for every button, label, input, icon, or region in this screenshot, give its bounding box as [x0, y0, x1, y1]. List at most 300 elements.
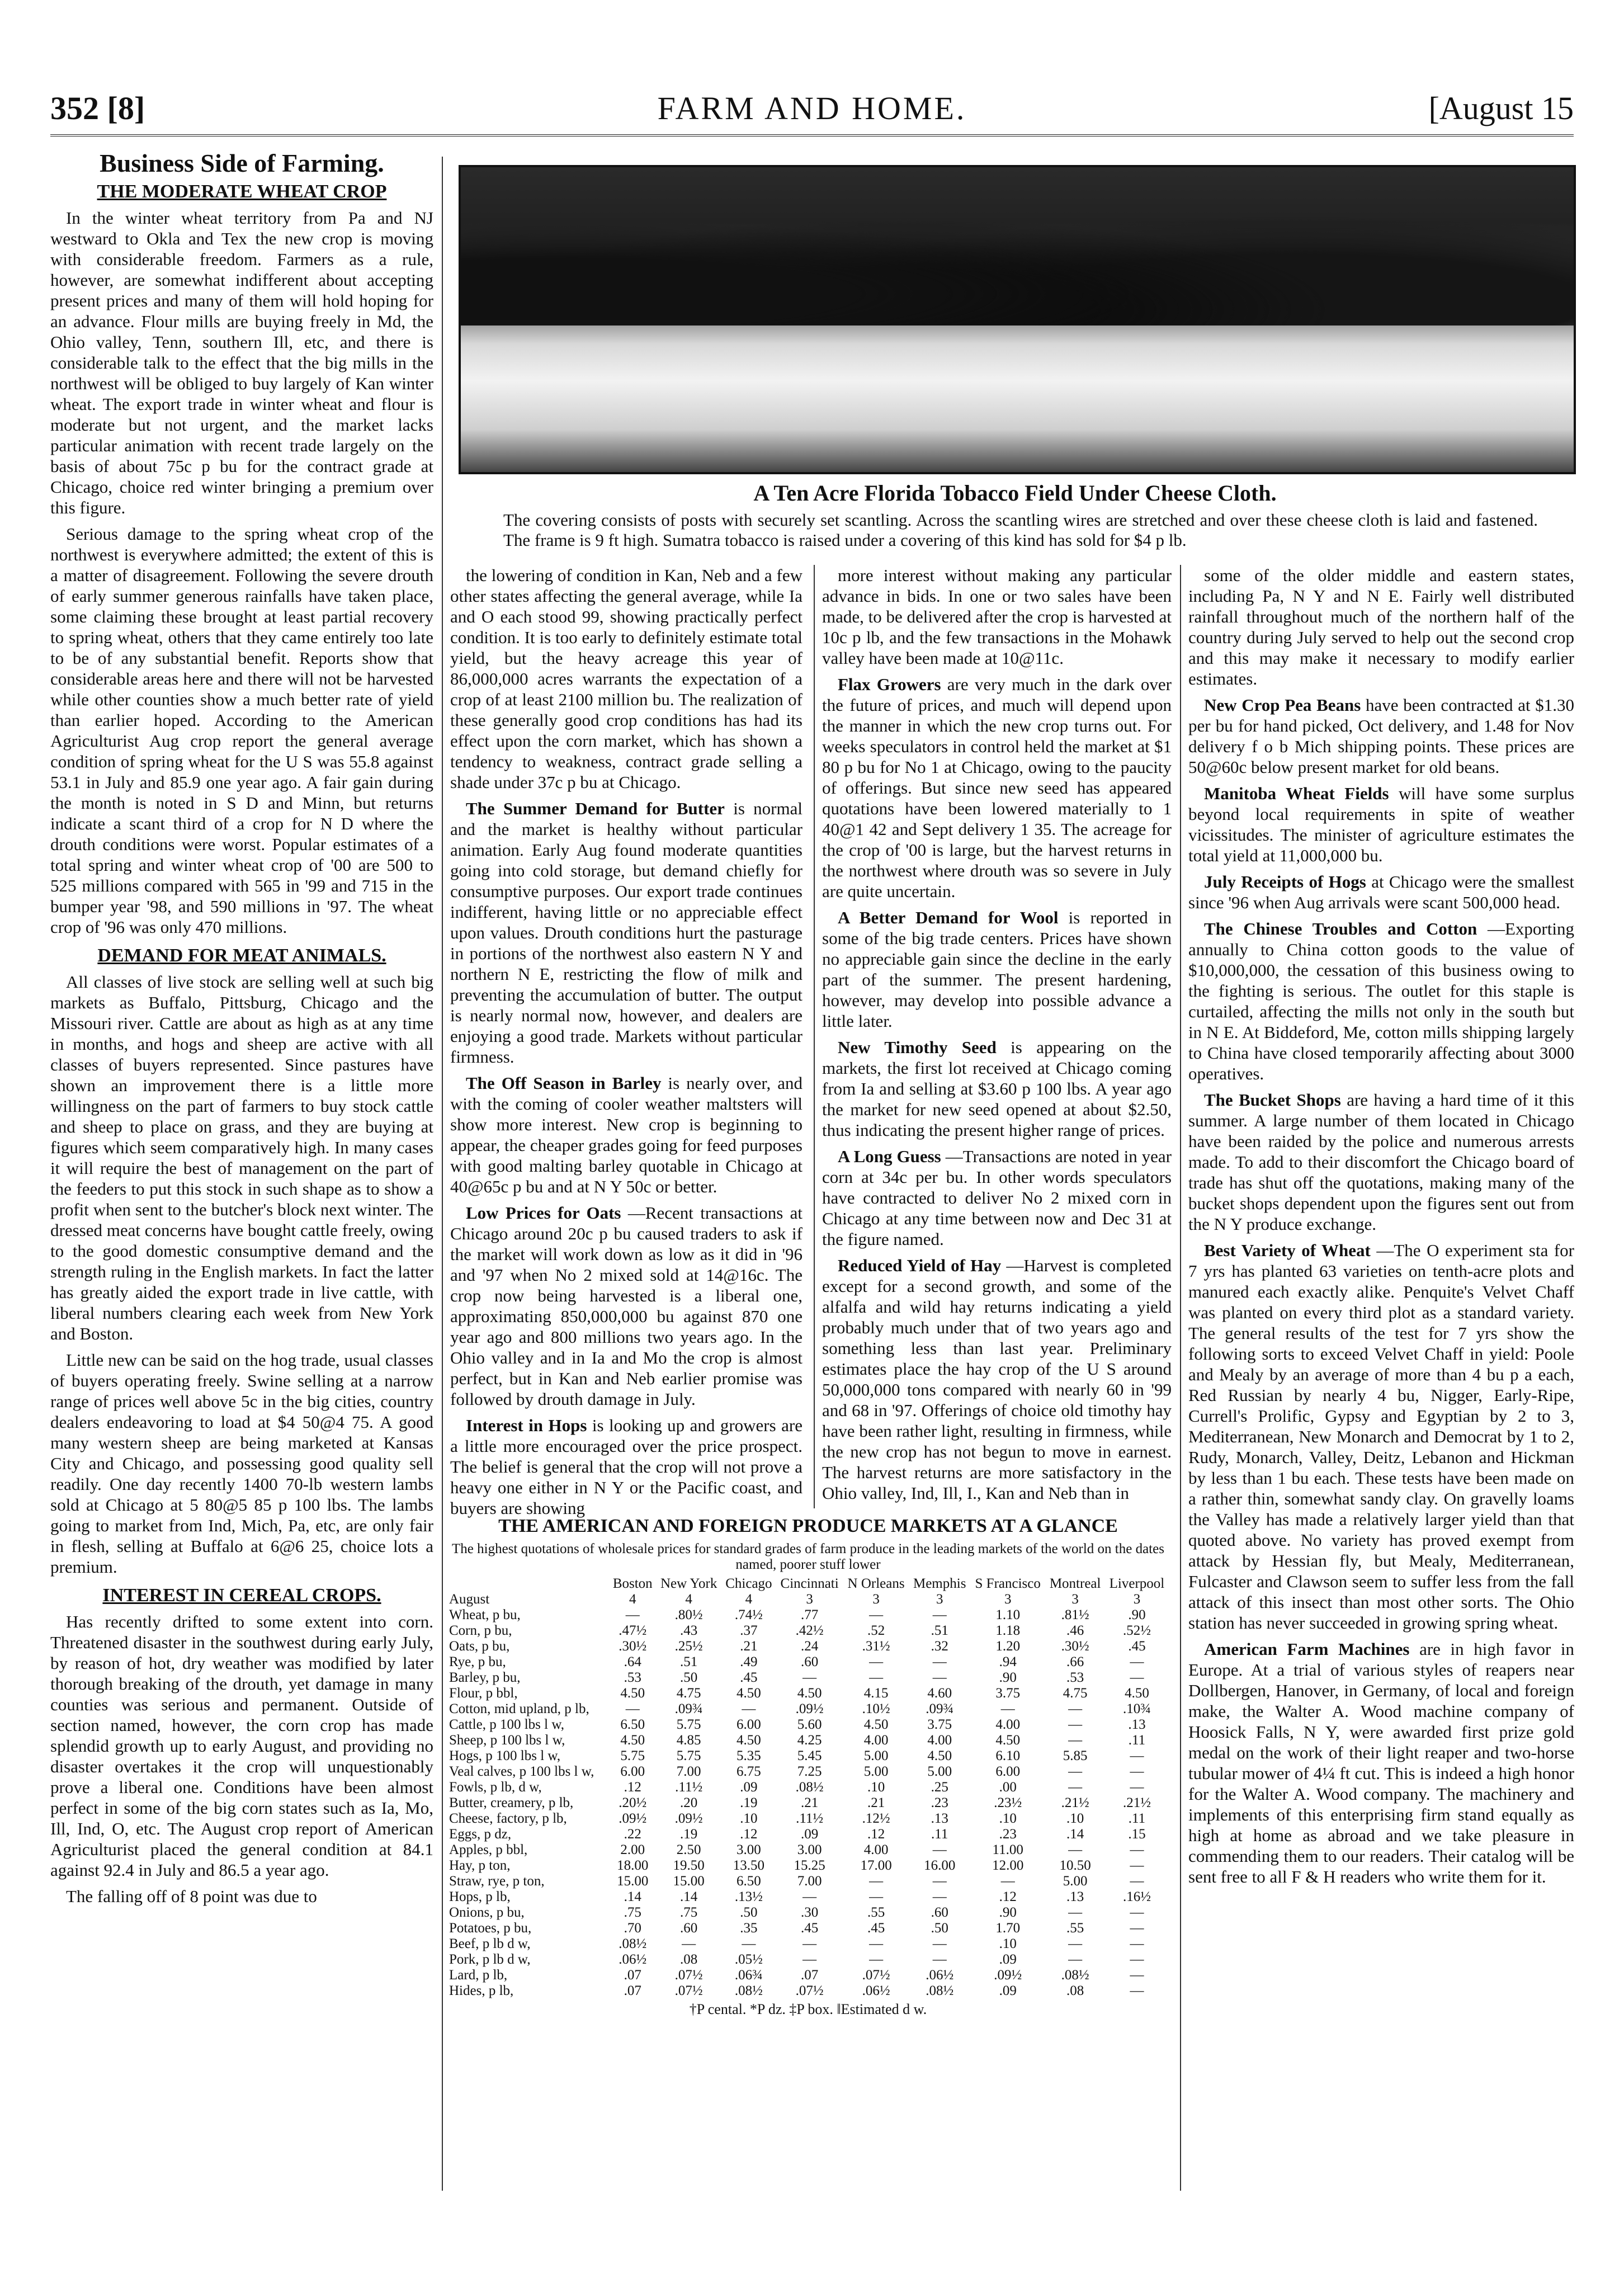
paragraph-text: —Transactions are noted in year corn at 34c per bu. In other words speculators have contracted to deliver No 2 mixed corn in Chicago at any time between now and Dec 31 at the figure named. [822, 1147, 1172, 1249]
table-cell: 5.35 [737, 1748, 761, 1763]
table-cell: .11½ [675, 1780, 703, 1795]
table-row [447, 1936, 1169, 1952]
column-rule [442, 157, 443, 2191]
table-cell: — [1068, 1842, 1083, 1857]
table-cell: .08½ [1061, 1968, 1089, 1983]
table-cell: Hops, p lb, [449, 1889, 511, 1904]
table-cell: .64 [624, 1654, 641, 1669]
table-cell: .75 [680, 1905, 698, 1920]
table-cell: — [1130, 1748, 1144, 1763]
table-cell: .00 [999, 1780, 1017, 1795]
photo-caption-note: The covering consists of posts with securely set scantling. Across the scantling wires are stretched and over these cheese cloth is laid and fastened. The frame is 9 ft high. Sumatra tobacco is raised under a covering of this kind has sold for $4 p lb. [503, 510, 1538, 550]
issue-date: [August 15 [1428, 90, 1574, 126]
table-cell: Fowls, p lb, d w, [449, 1780, 542, 1795]
table-cell: 4.50 [737, 1686, 761, 1701]
paragraph-text: —Recent transactions at Chicago around 20c p bu caused traders to ask if the market will work down as low as it did in '96 and '97 when No 2 mixed sold at 14@16c. The crop now being harvested is a liberal one, approximating 850,000,000 bu against 870 one year ago and 800 millions two years ago. In the Ohio valley and in Ia and Mo the crop is almost perfect, but in Kan and Neb earlier promise was followed by drouth damage in July. [450, 1203, 803, 1409]
table-cell: .10 [740, 1811, 758, 1826]
table-cell: — [1130, 1764, 1144, 1779]
tobacco-field-photo [459, 165, 1576, 474]
run-in-heading: July Receipts of Hogs [1204, 872, 1366, 891]
table-cell: .15 [1128, 1827, 1146, 1842]
table-cell: Pork, p lb d w, [449, 1952, 531, 1967]
table-cell: Hogs, p 100 lbs l w, [449, 1748, 561, 1763]
table-cell: .43 [680, 1623, 698, 1638]
run-in-heading: A Better Demand for Wool [838, 908, 1059, 927]
table-cell: — [802, 1889, 817, 1904]
column-header: Boston [612, 1576, 653, 1591]
table-cell: — [625, 1701, 640, 1716]
table-cell: 5.60 [797, 1717, 822, 1732]
table-cell: .52½ [1122, 1623, 1151, 1638]
table-cell: 7.00 [797, 1874, 822, 1889]
table-cell: 6.50 [620, 1717, 645, 1732]
table-cell: .10 [999, 1811, 1017, 1826]
table-cell: .31½ [862, 1639, 890, 1654]
paragraph-text: —Harvest is completed except for a second growth, and some of the alfalfa and wild hay returns indicating a yield probably much under that of two years ago and something less than last year. Preliminary estimates place the hay crop of the U S around 50,000,000 tons compared with nearly 60 in '99 and 68 in '97. Offerings of choice old timothy hay have been rather light, resulting in firmness, while the new crop has not begun to move in earnest. The harvest returns are more satisfactory in the Ohio valley, Ind, Ill, I., Kan and Neb than in [822, 1256, 1172, 1503]
table-cell: .14 [624, 1889, 641, 1904]
article-paragraph [822, 1037, 1172, 1140]
paragraph-text: is normal and the market is healthy without particular animation. Early Aug found moderate quantities going into cold storage, but demand chiefly for consumptive purposes. Our export trade continues indifferent, having little or no appreciable effect upon values. Drouth conditions hurt the pasturage in portions of the northwest also eastern N Y and northern N E, restricting the flow of milk and preventing the accumulation of butter. The output is nearly normal now, however, and dealers are enjoying a good trade. Markets without particular firmness. [450, 799, 802, 1067]
table-cell: 5.75 [676, 1717, 701, 1732]
table-cell: — [1068, 1905, 1083, 1920]
table-cell: 6.75 [737, 1764, 761, 1779]
table-cell: Wheat, p bu, [449, 1607, 521, 1622]
table-cell: — [932, 1889, 947, 1904]
article-paragraph [450, 1073, 802, 1197]
table-cell: .55 [867, 1905, 885, 1920]
table-cell: .21½ [1061, 1795, 1089, 1810]
table-cell: 15.00 [673, 1874, 705, 1889]
column-2 [450, 565, 803, 1518]
table-cell: .51 [931, 1623, 948, 1638]
table-cell: 4.85 [676, 1733, 701, 1748]
table-cell: .80½ [674, 1607, 703, 1622]
table-cell: 17.00 [860, 1858, 892, 1873]
table-row [447, 1701, 1169, 1717]
table-cell: 4.50 [927, 1748, 952, 1763]
table-cell: — [802, 1952, 817, 1967]
table-cell: — [682, 1936, 696, 1951]
table-row [447, 1686, 1169, 1701]
column-1 [50, 148, 433, 2190]
table-cell: 4.50 [737, 1733, 761, 1748]
table-cell: 13.50 [733, 1858, 765, 1873]
table-cell: .21 [867, 1795, 885, 1810]
table-cell: 5.00 [927, 1764, 952, 1779]
table-cell: 6.00 [737, 1717, 761, 1732]
table-row [447, 1592, 1169, 1607]
table-cell: Oats, p bu, [449, 1639, 510, 1654]
article-paragraph: In the winter wheat territory from Pa and NJ westward to Okla and Tex the new crop is moving with considerable freedom. Farmers as a rule, however, are somewhat indifferent about accepting present prices and many of them will hold hoping for an advance. Flour mills are buying freely in Md, the Ohio valley, Tenn, southern Ill, etc, and there is considerable talk to the effect that the big mills in the northwest will be obliged to buy largely of Kan winter wheat. The export trade in winter wheat and flour is moderate but not urgent, and the market lacks particular animation with recent trade largely on the basis of about 75c p bu for the contract grade at Chicago, choice red winter bringing a premium over this figure. [50, 208, 433, 517]
table-cell: — [1130, 1936, 1144, 1951]
table-cell: 3 [1071, 1592, 1079, 1607]
table-cell: Onions, p bu, [449, 1905, 525, 1920]
table-row [447, 1623, 1169, 1639]
table-cell: .06½ [619, 1952, 647, 1967]
table-cell: .08 [680, 1952, 698, 1967]
table-cell: .13 [1066, 1889, 1084, 1904]
article-paragraph [450, 1415, 802, 1518]
table-cell: 6.50 [737, 1874, 761, 1889]
table-cell: — [869, 1670, 884, 1685]
run-in-heading: Reduced Yield of Hay [838, 1256, 1002, 1275]
table-cell: .20½ [619, 1795, 647, 1810]
article-paragraph [1188, 783, 1574, 866]
table-cell: .07 [801, 1968, 819, 1983]
table-cell: — [1130, 1858, 1144, 1873]
table-cell: .14 [1066, 1827, 1084, 1842]
table-cell: .08½ [926, 1983, 954, 1998]
article-paragraph: Has recently drifted to some extent into corn. Threatened disaster in the southwest during early July, by reason of hot, dry weather was modified by later thorough breaking of the drouth, yet damage in many counties was serious and permanent. Outside of section named, however, the corn crop has made splendid growth up to early August, and providing no disaster overtakes it the crop will unquestionably prove a liberal one. Conditions have been almost perfect in some of the big corn states such as Ia, Mo, Ill, Ind, O, etc. The August crop report of American Agriculturist placed the general condition at 84.1 against 92.4 in July and 86.5 a year ago. [50, 1612, 433, 1880]
paragraph-text: the lowering of condition in Kan, Neb and a few other states affecting the general average, while Ia and O each stood 99, showing practically perfect condition. It is too early to definitely estimate total yield, but the heavy acreage this year of 86,000,000 acres warrants the expectation of a crop of at least 2100 million bu. The realization of these generally good crop conditions has had its effect upon the corn market, which has shown a tendency to weakness, contract grade selling a shade under 37c p bu at Chicago. [450, 565, 802, 792]
table-cell: 4.00 [863, 1842, 889, 1857]
run-in-heading: A Long Guess [838, 1147, 941, 1166]
table-cell: 1.18 [995, 1623, 1021, 1638]
table-cell: 4 [629, 1592, 636, 1607]
table-cell: — [869, 1654, 884, 1669]
table-cell: .52 [867, 1623, 885, 1638]
table-note: The highest quotations of wholesale prices for standard grades of farm produce in the leading markets of the world on the dates named, poorer stuff lower [452, 1541, 1164, 1572]
table-cell: Barley, p bu, [449, 1670, 521, 1685]
table-cell: 3.75 [927, 1717, 952, 1732]
run-in-heading: The Chinese Troubles and Cotton [1204, 919, 1477, 938]
table-cell: .22 [624, 1827, 641, 1842]
table-cell: .10½ [862, 1701, 890, 1716]
page-header [50, 84, 1574, 136]
table-cell: .12 [999, 1889, 1017, 1904]
paragraph-text: will have some surplus beyond local requirements in spite of weather vicissitudes. The minister of agriculture estimates the total yield at 11,000,000 bu. [1188, 784, 1575, 865]
table-cell: .10¾ [1122, 1701, 1151, 1716]
table-cell: 12.00 [992, 1858, 1024, 1873]
table-cell: — [869, 1889, 884, 1904]
run-in-heading: New Crop Pea Beans [1204, 695, 1361, 715]
table-cell: — [932, 1842, 947, 1857]
run-in-heading: Interest in Hops [466, 1416, 587, 1435]
table-cell: .21 [801, 1795, 819, 1810]
table-cell: .09 [999, 1983, 1017, 1998]
run-in-heading: Flax Growers [838, 674, 941, 694]
table-cell: .08½ [734, 1983, 763, 1998]
table-cell: — [869, 1936, 884, 1951]
table-cell: — [1068, 1952, 1083, 1967]
table-cell: .11 [931, 1827, 948, 1842]
table-cell: Rye, p bu, [449, 1654, 506, 1669]
table-row [447, 1858, 1169, 1874]
table-row [447, 1780, 1169, 1795]
table-header-row [447, 1576, 1169, 1592]
table-cell: — [869, 1607, 884, 1622]
table-cell: .45 [801, 1921, 819, 1936]
table-cell: 4.50 [1125, 1686, 1149, 1701]
table-cell: .05½ [734, 1952, 763, 1967]
table-cell: — [1068, 1701, 1083, 1716]
table-cell: 6.00 [620, 1764, 645, 1779]
table-cell: .07½ [862, 1968, 890, 1983]
table-cell: — [932, 1936, 947, 1951]
table-cell: .47½ [619, 1623, 647, 1638]
table-cell: .07 [624, 1968, 641, 1983]
table-cell: .06½ [926, 1968, 954, 1983]
table-cell: 4.00 [927, 1733, 952, 1748]
table-cell: .66 [1066, 1654, 1084, 1669]
table-row [447, 1983, 1169, 1999]
table-cell: — [869, 1874, 884, 1889]
table-cell: .09 [801, 1827, 819, 1842]
table-cell: .09½ [795, 1701, 824, 1716]
table-cell: .81½ [1061, 1607, 1089, 1622]
article-paragraph: Little new can be said on the hog trade, usual classes of buyers operating freely. Swine selling at a narrow range of prices well above 5c in the big cities, country dealers endeavoring to load at $4 50@4 75. A good many western sheep are being marketed at Kansas City and Chicago, and possessing good quality sell readily. One day recently 1400 70-lb western lambs sold at Chicago at 5 80@5 85 p 100 lbs. The lambs going to market from Ind, Mich, Pa, etc, are only fair in flesh, selling at Buffalo at 6@6 25, choice lots a premium. [50, 1350, 433, 1577]
table-cell: 5.85 [1063, 1748, 1088, 1763]
table-cell: 5.00 [863, 1764, 889, 1779]
table-cell: 4.50 [995, 1733, 1021, 1748]
department-title: Business Side of Farming. [100, 149, 384, 177]
table-cell: .14 [680, 1889, 698, 1904]
article-paragraph [1188, 1089, 1574, 1234]
table-cell: Butter, creamery, p lb, [449, 1795, 574, 1810]
column-rule [1180, 565, 1181, 2191]
table-cell: 4.75 [1063, 1686, 1088, 1701]
table-cell: .32 [931, 1639, 948, 1654]
table-cell: — [1130, 1983, 1144, 1998]
table-cell: 4.50 [620, 1686, 645, 1701]
paragraph-text: is appearing on the markets, the first lot received at Chicago coming from Ia and selling at $3.60 p 100 lbs. A year ago the market for new seed opened at about $2.50, thus indicating the present higher range of prices. [822, 1037, 1172, 1140]
table-cell: .45 [1128, 1639, 1146, 1654]
table-cell: 18.00 [617, 1858, 649, 1873]
table-cell: 4.50 [863, 1717, 889, 1732]
table-row [447, 1795, 1169, 1811]
table-cell: — [1068, 1936, 1083, 1951]
table-cell: — [932, 1874, 947, 1889]
table-cell: .09¾ [926, 1701, 954, 1716]
table-cell: 3 [1004, 1592, 1012, 1607]
table-cell: Beef, p lb d w, [449, 1936, 531, 1951]
table-cell: .74½ [734, 1607, 763, 1622]
table-cell: Hides, p lb, [449, 1983, 514, 1998]
table-cell: .25 [931, 1780, 948, 1795]
journal-title: FARM AND HOME. [657, 90, 967, 126]
table-cell: Corn, p bu, [449, 1623, 512, 1638]
paragraph-text: —The O experiment sta for 7 yrs has planted 63 varieties on tenth-acre plots and manured each exactly alike. Penquite's Velvet Chaff was planted on every third plot as a standard variety. The general results of the test for 7 yrs show the following sorts to exceed Velvet Chaff in yield: Poole and Mealy by an average of more than 4 bu p a each, Red Russian by nearly 4 bu, Nigger, Early-Ripe, Currell's Prolific, Gypsy and Egyptian by 2 to 3, Mediterranean, New Monarch and Democrat by 1 to 2, Rudy, Monarch, Valley, Deitz, Lebanon and Hickman by less than 1 bu each. These tests have been made on a rather thin, somewhat sandy clay. On gravelly loams the Valley has made a relatively larger yield than that quoted above. No variety has proved exempt from attack by Hessian fly, but Mealy, Mediterranean, Fulcaster and Clawson seem to suffer less from the fall attack of this insect than most other sorts. The Ohio station has never succeeded in growing spring wheat. [1188, 1240, 1574, 1633]
table-row [447, 1717, 1169, 1733]
table-cell: .45 [740, 1670, 758, 1685]
table-cell: .07½ [795, 1983, 824, 1998]
table-cell: .70 [624, 1921, 641, 1936]
table-cell: .09½ [619, 1811, 647, 1826]
table-row [447, 1874, 1169, 1889]
run-in-heading: Manitoba Wheat Fields [1204, 784, 1389, 803]
table-row [447, 1889, 1169, 1905]
paragraph-text: is reported in some of the big trade centers. Prices have shown no appreciable gain since the decline in the early part of the summer. The present hardening, however, may develop into possible advance a little later. [822, 908, 1172, 1031]
table-cell: — [1130, 1842, 1144, 1857]
table-cell: Flour, p bbl, [449, 1686, 518, 1701]
column-4 [1188, 565, 1574, 2192]
table-cell: .10 [867, 1780, 885, 1795]
page-number: 352 [8] [50, 90, 145, 126]
table-cell: — [802, 1936, 817, 1951]
table-cell: 4.50 [797, 1686, 822, 1701]
table-cell: .10 [1066, 1811, 1084, 1826]
table-row [447, 1607, 1169, 1623]
table-cell: .11 [1128, 1733, 1146, 1748]
table-cell: .24 [801, 1639, 819, 1654]
table-cell: 19.50 [673, 1858, 705, 1873]
table-cell: .11 [1128, 1811, 1146, 1826]
table-cell: .53 [624, 1670, 641, 1685]
table-cell: — [1130, 1780, 1144, 1795]
article-paragraph: All classes of live stock are selling well at such big markets as Buffalo, Pittsburg, Chicago and the Missouri river. Cattle are about as high as at any time in months, and hogs and sheep are active with all classes of buyers represented. Since pastures have shown an improvement there is a little more willingness on the part of farmers to buy stock cattle and sheep to place on grass, and they are buying at figures which seem comparatively high. In many cases it will require the best of management on the part of the feeders to put this stock in such shape as to show a profit when sent to the butcher's block next winter. The dressed meat concerns have bought cattle freely, owing to the good domestic consumptive demand and the strength ruling in the English markets. In fact the latter has greatly aided the export trade in live cattle, with liberal numbers clearing each week from New York and Boston. [50, 972, 433, 1343]
table-row [447, 1905, 1169, 1921]
table-cell: .53 [1066, 1670, 1084, 1685]
paragraph-text: some of the older middle and eastern states, including Pa, N Y and N E. Fairly well distributed rainfall throughout much of the northern half of the country during July served to help out the second crop and this may make it necessary to modify earlier estimates. [1188, 565, 1574, 688]
table-cell: .45 [867, 1921, 885, 1936]
table-cell: .12½ [862, 1811, 890, 1826]
table-cell: — [1130, 1921, 1144, 1936]
table-row [447, 1748, 1169, 1764]
paragraph-text: have been contracted at $1.30 per bu for hand picked, Oct delivery, and 1.48 for Nov delivery f o b Mich shipping points. These prices are 50@60c below present market for old beans. [1188, 695, 1575, 777]
table-cell: .94 [999, 1654, 1017, 1669]
table-cell: 4.60 [927, 1686, 952, 1701]
table-cell: .07½ [674, 1983, 703, 1998]
column-rule [814, 565, 815, 1508]
table-cell: .50 [680, 1670, 698, 1685]
section-heading: THE MODERATE WHEAT CROP [97, 181, 387, 202]
table-cell: Cattle, p 100 lbs l w, [449, 1717, 565, 1732]
table-cell: 5.75 [676, 1748, 701, 1763]
column-header: N Orleans [847, 1576, 905, 1591]
table-cell: 4.00 [995, 1717, 1021, 1732]
table-cell: .55 [1066, 1921, 1084, 1936]
table-cell: 1.70 [995, 1921, 1021, 1936]
table-cell: 10.50 [1059, 1858, 1091, 1873]
table-cell: Cheese, factory, p lb, [449, 1811, 567, 1826]
table-cell: .13½ [734, 1889, 763, 1904]
column-header: Chicago [725, 1576, 772, 1591]
article-paragraph [1188, 695, 1574, 777]
paragraph-text: more interest without making any particular advance in bids. In one or two sales have been made, to be delivered after the crop is harvested at 10c p lb, and the few transactions in the Mohawk valley have been made at 10@11c. [822, 565, 1172, 668]
article-paragraph: The falling off of 8 point was due to [66, 1886, 317, 1906]
table-cell: 1.10 [995, 1607, 1021, 1622]
table-cell: — [932, 1670, 947, 1685]
column-header [447, 1576, 609, 1592]
run-in-heading: The Off Season in Barley [466, 1073, 662, 1093]
table-cell: 3.00 [737, 1842, 761, 1857]
table-cell: .42½ [795, 1623, 824, 1638]
table-cell: Potatoes, p bu, [449, 1921, 532, 1936]
run-in-heading: The Summer Demand for Butter [466, 799, 725, 818]
table-cell: — [869, 1952, 884, 1967]
table-cell: — [932, 1952, 947, 1967]
table-cell: .09½ [994, 1968, 1022, 1983]
table-cell: 1.20 [995, 1639, 1021, 1654]
column-header: Montreal [1049, 1576, 1101, 1591]
table-cell: — [742, 1701, 756, 1716]
table-cell: .35 [740, 1921, 758, 1936]
table-row [447, 1639, 1169, 1654]
table-row [447, 1827, 1169, 1842]
article-paragraph [822, 1146, 1172, 1249]
table-cell: — [1130, 1952, 1144, 1967]
article-paragraph [1188, 1240, 1574, 1633]
table-cell: 5.75 [620, 1748, 645, 1763]
table-cell: .23½ [994, 1795, 1022, 1810]
article-paragraph [822, 1255, 1172, 1503]
table-cell: — [1068, 1733, 1083, 1748]
paragraph-text: are very much in the dark over the future of prices, and much will depend upon the manner in which the new crop turns out. For weeks speculators in control held the market at $1 80 p bu for No 1 at Chicago, owing to the paucity of offerings. But since new seed has appeared quotations have been lowered materially to 1 40@1 42 and Sept delivery 1 35. The acreage for the crop of '00 is large, but the harvest returns in the northwest where drouth was so severe in July are quite uncertain. [822, 674, 1172, 901]
paragraph-text: at Chicago were the smallest since '96 when Aug arrivals were scant 500,000 head. [1188, 872, 1574, 912]
table-cell: August [449, 1592, 490, 1607]
paragraph-text: is looking up and growers are a little more encouraged over the price prospect. The belief is general that the crop will not prove a heavy one either in N Y or the Pacific coast, and buyers are showing [450, 1416, 802, 1518]
table-cell: .21½ [1122, 1795, 1151, 1810]
table-cell: .50 [931, 1921, 948, 1936]
article-paragraph [1188, 871, 1574, 913]
table-row [447, 1842, 1169, 1858]
article-paragraph [822, 674, 1172, 902]
article-paragraph [822, 565, 1172, 668]
table-cell: .09 [999, 1952, 1017, 1967]
table-cell: 4.00 [863, 1733, 889, 1748]
table-cell: .13 [1128, 1717, 1146, 1732]
table-cell: .06¾ [734, 1968, 763, 1983]
table-cell: — [1130, 1874, 1144, 1889]
table-cell: .19 [680, 1827, 698, 1842]
table-cell: .60 [801, 1654, 819, 1669]
table-cell: — [1130, 1905, 1144, 1920]
article-paragraph [1188, 565, 1574, 689]
table-cell: — [742, 1936, 756, 1951]
table-cell: .19 [740, 1795, 758, 1810]
table-cell: Apples, p bbl, [449, 1842, 528, 1857]
column-header: New York [660, 1576, 717, 1591]
table-cell: 4.75 [676, 1686, 701, 1701]
table-cell: .09½ [674, 1811, 703, 1826]
table-row [447, 1952, 1169, 1968]
table-cell: .37 [740, 1623, 758, 1638]
table-cell: .30½ [1061, 1639, 1089, 1654]
table-row [447, 1968, 1169, 1983]
table-cell: 4 [745, 1592, 753, 1607]
table-cell: .75 [624, 1905, 641, 1920]
table-cell: Straw, rye, p ton, [449, 1874, 545, 1889]
table-cell: Hay, p ton, [449, 1858, 511, 1873]
table-cell: .60 [680, 1921, 698, 1936]
table-cell: 5.45 [797, 1748, 822, 1763]
table-cell: 2.00 [620, 1842, 645, 1857]
photo-caption: A Ten Acre Florida Tobacco Field Under Cheese Cloth. [753, 480, 1277, 506]
table-cell: .07½ [674, 1968, 703, 1983]
table-cell: — [932, 1654, 947, 1669]
table-title: THE AMERICAN AND FOREIGN PRODUCE MARKETS AT A GLANCE [498, 1516, 1118, 1536]
table-cell: Eggs, p dz, [449, 1827, 512, 1842]
table-cell: .12 [740, 1827, 758, 1842]
table-cell: — [1130, 1968, 1144, 1983]
table-cell: Veal calves, p 100 lbs l w, [449, 1764, 594, 1779]
table-cell: .30 [801, 1905, 819, 1920]
table-cell: Cotton, mid upland, p lb, [449, 1701, 589, 1716]
article-paragraph [450, 1202, 802, 1409]
table-cell: .08 [1066, 1983, 1084, 1998]
table-cell: — [1068, 1764, 1083, 1779]
table-cell: .20 [680, 1795, 698, 1810]
article-paragraph [822, 907, 1172, 1031]
table-cell: 2.50 [676, 1842, 701, 1857]
table-cell: — [932, 1607, 947, 1622]
table-cell: .07 [624, 1983, 641, 1998]
table-cell: 4 [685, 1592, 692, 1607]
table-row [447, 1733, 1169, 1748]
table-cell: .25½ [674, 1639, 703, 1654]
table-cell: .90 [1128, 1607, 1146, 1622]
column-header: Liverpool [1109, 1576, 1165, 1591]
